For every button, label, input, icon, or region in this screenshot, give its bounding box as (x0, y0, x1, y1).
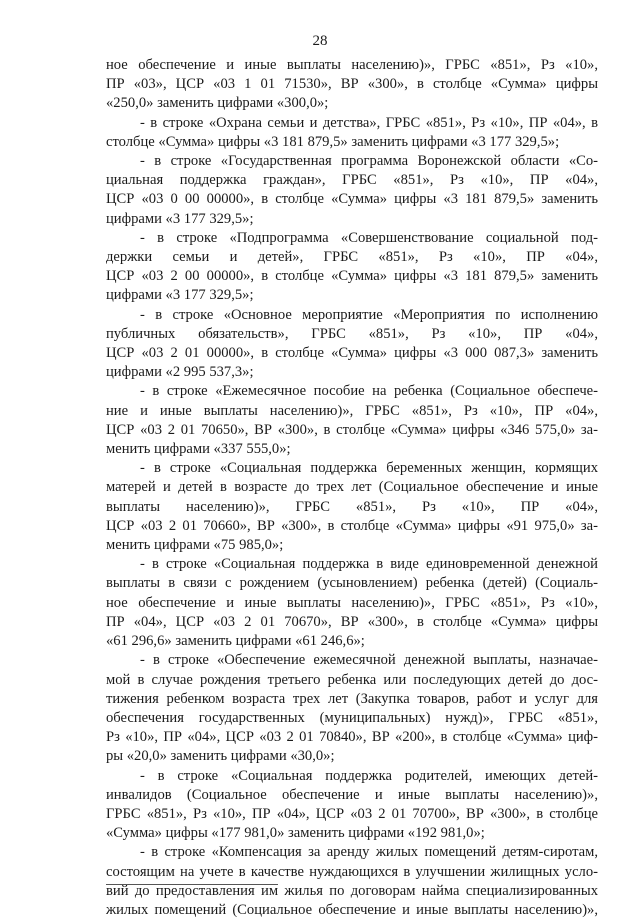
text-line: инвалидов (Социальное обеспечение и иные выплаты населению)», (106, 786, 598, 803)
text-line: - в строке «Охрана семьи и детства», ГРБС «851», Рз «10», ПР «04», в (140, 114, 598, 131)
paragraph (106, 555, 598, 651)
text-line: ЦСР «03 2 01 70650», ВР «300», в столбце «Сумма» цифры «346 575,0» за- (106, 421, 598, 438)
text-line: ное обеспечение и иные выплаты населению)», ГРБС «851», Рз «10», (106, 57, 598, 73)
paragraph (106, 651, 598, 766)
text-line: состоящим на учете в качестве нуждающихся в улучшении жилищных усло- (106, 863, 598, 880)
text-line: держки семьи и детей», ГРБС «851», Рз «10», ПР «04», (106, 249, 598, 266)
text-line: обеспечения государственных (муниципальных) нужд)», ГРБС «851», (106, 709, 598, 726)
text-line: тижения ребенком возраста трех лет (Закупка товаров, работ и услуг для (106, 690, 598, 707)
text-line: Рз «10», ПР «04», ЦСР «03 2 01 70840», ВР «200», в столбце «Сумма» циф- (106, 729, 598, 746)
text-line: ры «20,0» заменить цифрами «30,0»; (106, 748, 335, 765)
text-line: - в строке «Социальная поддержка беременных женщин, кормящих (140, 460, 598, 477)
text-line: «61 296,6» заменить цифрами «61 246,6»; (106, 633, 365, 650)
paragraph (106, 152, 598, 229)
paragraph (106, 382, 598, 459)
text-line: ние и иные выплаты населению)», ГРБС «851», Рз «10», ПР «04», (106, 402, 598, 419)
text-line: - в строке «Социальная поддержка родителей, имеющих детей- (140, 767, 598, 784)
text-line: - в строке «Обеспечение ежемесячной денежной выплаты, назначае- (140, 652, 598, 669)
text-line: - в строке «Компенсация за аренду жилых помещений детям-сиротам, (140, 844, 598, 861)
paragraph (106, 306, 598, 383)
text-line: цифрами «2 995 537,3»; (106, 364, 254, 381)
text-line: - в строке «Государственная программа Воронежской области «Со- (140, 153, 598, 170)
text-line: - в строке «Подпрограмма «Совершенствование социальной под- (140, 229, 598, 246)
text-line: - в строке «Основное мероприятие «Мероприятия по исполнению (140, 306, 598, 323)
text-line: выплаты в связи с рождением (усыновлением) ребенка (детей) (Социаль- (106, 575, 598, 592)
text-line: ЦСР «03 2 01 70660», ВР «300», в столбце «Сумма» цифры «91 975,0» за- (106, 517, 598, 534)
text-line: ЦСР «03 2 01 00000», в столбце «Сумма» цифры «3 000 087,3» заменить (106, 345, 598, 362)
text-line: выплаты населению)», ГРБС «851», Рз «10», ПР «04», (106, 498, 598, 515)
text-line: цифрами «3 177 329,5»; (106, 287, 254, 304)
footer-rule (106, 884, 278, 885)
text-line: матерей и детей в возрасте до трех лет (Социальное обеспечение и иные (106, 479, 598, 496)
text-line: - в строке «Ежемесячное пособие на ребенка (Социальное обеспече- (140, 383, 598, 400)
text-line: ПР «04», ЦСР «03 2 01 70670», ВР «300», в столбце «Сумма» цифры (106, 613, 598, 630)
text-line: - в строке «Социальная поддержка в виде единовременной денежной (140, 556, 598, 573)
document-body (106, 56, 598, 920)
page-number: 28 (312, 33, 328, 49)
text-line: ЦСР «03 2 00 00000», в столбце «Сумма» цифры «3 181 879,5» заменить (106, 268, 598, 285)
paragraph (106, 229, 598, 306)
text-line: цифрами «3 177 329,5»; (106, 210, 254, 227)
text-line: столбце «Сумма» цифры «3 181 879,5» заменить цифрами «3 177 329,5»; (106, 133, 560, 150)
text-line: ПР «03», ЦСР «03 1 01 71530», ВР «300», в столбце «Сумма» цифры (106, 76, 598, 93)
paragraph (106, 843, 598, 920)
text-line: вий до предоставления им жилья по договорам найма специализированных (106, 882, 598, 899)
text-line: ное обеспечение и иные выплаты населению)», ГРБС «851», Рз «10», (106, 594, 598, 611)
paragraph (106, 767, 598, 844)
text-line: публичных обязательств», ГРБС «851», Рз «10», ПР «04», (106, 325, 598, 342)
paragraph (106, 114, 598, 152)
paragraph (106, 56, 598, 114)
text-line: ГРБС «851», Рз «10», ПР «04», ЦСР «03 2 01 70700», ВР «300», в столбце (106, 805, 598, 822)
text-line: мой в случае рождения третьего ребенка или последующих детей до дос- (106, 671, 598, 688)
text-line: жилых помещений (Социальное обеспечение и иные выплаты населению)», (106, 901, 598, 918)
text-line: «250,0» заменить цифрами «300,0»; (106, 95, 329, 112)
text-line: менить цифрами «75 985,0»; (106, 537, 284, 554)
paragraph (106, 459, 598, 555)
text-line: «Сумма» цифры «177 981,0» заменить цифрами «192 981,0»; (106, 825, 485, 842)
text-line: ЦСР «03 0 00 00000», в столбце «Сумма» цифры «3 181 879,5» заменить (106, 191, 598, 208)
text-line: циальная поддержка граждан», ГРБС «851», Рз «10», ПР «04», (106, 172, 598, 189)
text-line: менить цифрами «337 555,0»; (106, 441, 291, 458)
